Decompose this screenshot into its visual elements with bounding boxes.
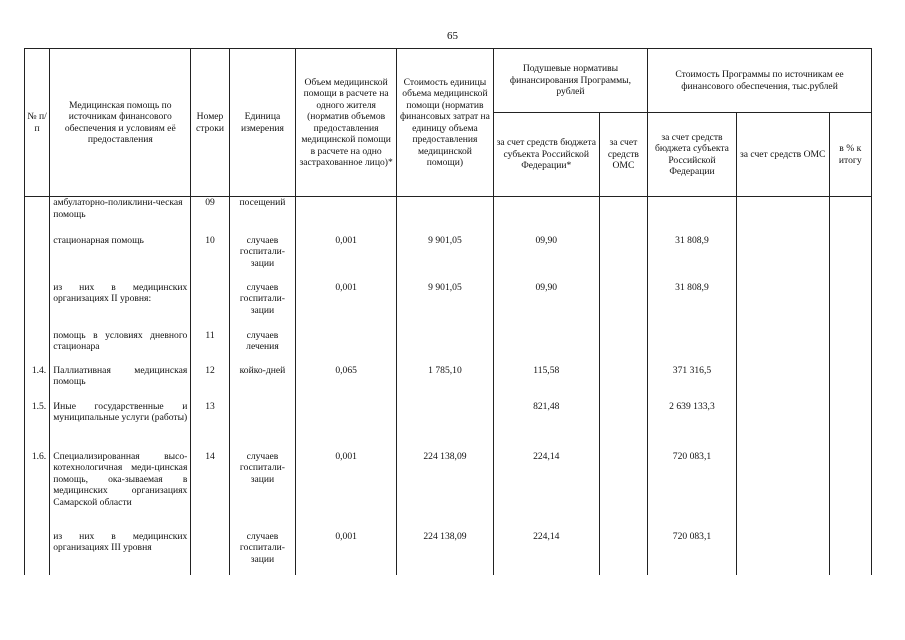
cell-volume: 0,001: [296, 451, 397, 531]
cell-cost: [397, 197, 494, 235]
header-program-oms: за счет средств ОМС: [736, 113, 829, 197]
cell-name: амбулаторно-поликлини-ческая помощь: [50, 197, 191, 235]
cell-program-pct: [829, 531, 871, 575]
cell-unit: случаев госпитали-зации: [229, 235, 296, 282]
header-cost: Стоимость единицы объема медицинской помощи (норматив финансовых затрат на единицу объема предоставления медицинской помощи): [397, 49, 494, 197]
cell-program-budget: 2 639 133,3: [648, 401, 737, 451]
table-row: [25, 330, 872, 365]
cell-row: 12: [191, 365, 229, 401]
cell-percap-oms: [599, 197, 647, 235]
cell-cost: [397, 330, 494, 365]
cell-percap-budget: 224,14: [493, 451, 599, 531]
cell-percap-budget: 224,14: [493, 531, 599, 575]
cell-unit: случаев госпитали-зации: [229, 531, 296, 575]
cell-percap-oms: [599, 401, 647, 451]
table-row: [25, 531, 872, 575]
cell-row: [191, 531, 229, 575]
table-row: [25, 235, 872, 282]
cell-program-pct: [829, 451, 871, 531]
cell-percap-oms: [599, 451, 647, 531]
financing-table: [24, 48, 872, 575]
header-program: Стоимость Программы по источникам ее финансового обеспечения, тыс.рублей: [648, 49, 872, 113]
cell-volume: 0,065: [296, 365, 397, 401]
cell-program-oms: [736, 282, 829, 330]
cell-program-oms: [736, 531, 829, 575]
cell-name: помощь в условиях дневного стационара: [50, 330, 191, 365]
cell-row: 10: [191, 235, 229, 282]
cell-unit: случаев госпитали-зации: [229, 282, 296, 330]
page-number: 65: [447, 30, 458, 42]
header-row: Номер строки: [191, 49, 229, 197]
cell-unit: посещений: [229, 197, 296, 235]
header-name: Медицинская помощь по источникам финансового обеспечения и условиям её предоставления: [50, 49, 191, 197]
cell-volume: [296, 401, 397, 451]
cell-cost: 224 138,09: [397, 531, 494, 575]
cell-name: из них в медицинских организациях III уровня: [50, 531, 191, 575]
cell-program-budget: 31 808,9: [648, 235, 737, 282]
cell-percap-oms: [599, 282, 647, 330]
header-program-pct: в % к итогу: [829, 113, 871, 197]
table-row: [25, 365, 872, 401]
cell-program-budget: [648, 330, 737, 365]
cell-program-oms: [736, 451, 829, 531]
cell-num: 1.5.: [25, 401, 50, 451]
cell-row: [191, 282, 229, 330]
table-row: [25, 401, 872, 451]
cell-volume: [296, 330, 397, 365]
header-percap-oms: за счет средств ОМС: [599, 113, 647, 197]
cell-num: [25, 330, 50, 365]
cell-program-budget: [648, 197, 737, 235]
cell-percap-oms: [599, 365, 647, 401]
cell-program-budget: 371 316,5: [648, 365, 737, 401]
header-num: № п/п: [25, 49, 50, 197]
cell-num: 1.6.: [25, 451, 50, 531]
header-percap: Подушевые нормативы финансирования Программы, рублей: [493, 49, 647, 113]
cell-percap-budget: 115,58: [493, 365, 599, 401]
cell-program-oms: [736, 235, 829, 282]
cell-program-budget: 31 808,9: [648, 282, 737, 330]
cell-program-oms: [736, 401, 829, 451]
table-header: [25, 49, 872, 197]
header-percap-budget: за счет средств бюджета субъекта Российской Федерации*: [493, 113, 599, 197]
cell-num: [25, 235, 50, 282]
cell-percap-oms: [599, 235, 647, 282]
cell-cost: [397, 401, 494, 451]
cell-num: [25, 197, 50, 235]
cell-program-budget: 720 083,1: [648, 531, 737, 575]
cell-num: 1.4.: [25, 365, 50, 401]
cell-program-budget: 720 083,1: [648, 451, 737, 531]
cell-name: Паллиативная медицинская помощь: [50, 365, 191, 401]
cell-volume: 0,001: [296, 531, 397, 575]
cell-program-pct: [829, 401, 871, 451]
cell-cost: 224 138,09: [397, 451, 494, 531]
cell-volume: [296, 197, 397, 235]
header-volume: Объем медицинской помощи в расчете на одного жителя (норматив объемов предоставления медицинской помощи в расчете на одно застрахованное лицо)*: [296, 49, 397, 197]
header-unit: Единица измерения: [229, 49, 296, 197]
cell-unit: случаев госпитали-зации: [229, 451, 296, 531]
table-row: [25, 282, 872, 330]
cell-program-pct: [829, 235, 871, 282]
cell-name: Иные государственные и муниципальные услуги (работы): [50, 401, 191, 451]
cell-percap-budget: [493, 330, 599, 365]
cell-row: 14: [191, 451, 229, 531]
header-program-budget: за счет средств бюджета субъекта Российской Федерации: [648, 113, 737, 197]
cell-percap-budget: [493, 197, 599, 235]
cell-percap-budget: 09,90: [493, 235, 599, 282]
cell-program-pct: [829, 365, 871, 401]
cell-name: Специализированная высо-котехнологичная меди-цинская помощь, ока-зываемая в медицинских организациях Самарской области: [50, 451, 191, 531]
cell-program-oms: [736, 197, 829, 235]
cell-volume: 0,001: [296, 235, 397, 282]
table-row: [25, 197, 872, 235]
cell-program-oms: [736, 330, 829, 365]
cell-row: 09: [191, 197, 229, 235]
cell-cost: 9 901,05: [397, 282, 494, 330]
cell-percap-budget: 821,48: [493, 401, 599, 451]
cell-row: 11: [191, 330, 229, 365]
table-row: [25, 451, 872, 531]
cell-unit: койко-дней: [229, 365, 296, 401]
cell-num: [25, 282, 50, 330]
cell-name: из них в медицинских организациях II уровня:: [50, 282, 191, 330]
cell-percap-oms: [599, 330, 647, 365]
cell-program-oms: [736, 365, 829, 401]
cell-cost: 9 901,05: [397, 235, 494, 282]
cell-name: стационарная помощь: [50, 235, 191, 282]
cell-program-pct: [829, 282, 871, 330]
cell-cost: 1 785,10: [397, 365, 494, 401]
cell-percap-oms: [599, 531, 647, 575]
cell-num: [25, 531, 50, 575]
cell-row: 13: [191, 401, 229, 451]
cell-unit: [229, 401, 296, 451]
cell-program-pct: [829, 197, 871, 235]
cell-unit: случаев лечения: [229, 330, 296, 365]
cell-program-pct: [829, 330, 871, 365]
cell-volume: 0,001: [296, 282, 397, 330]
cell-percap-budget: 09,90: [493, 282, 599, 330]
